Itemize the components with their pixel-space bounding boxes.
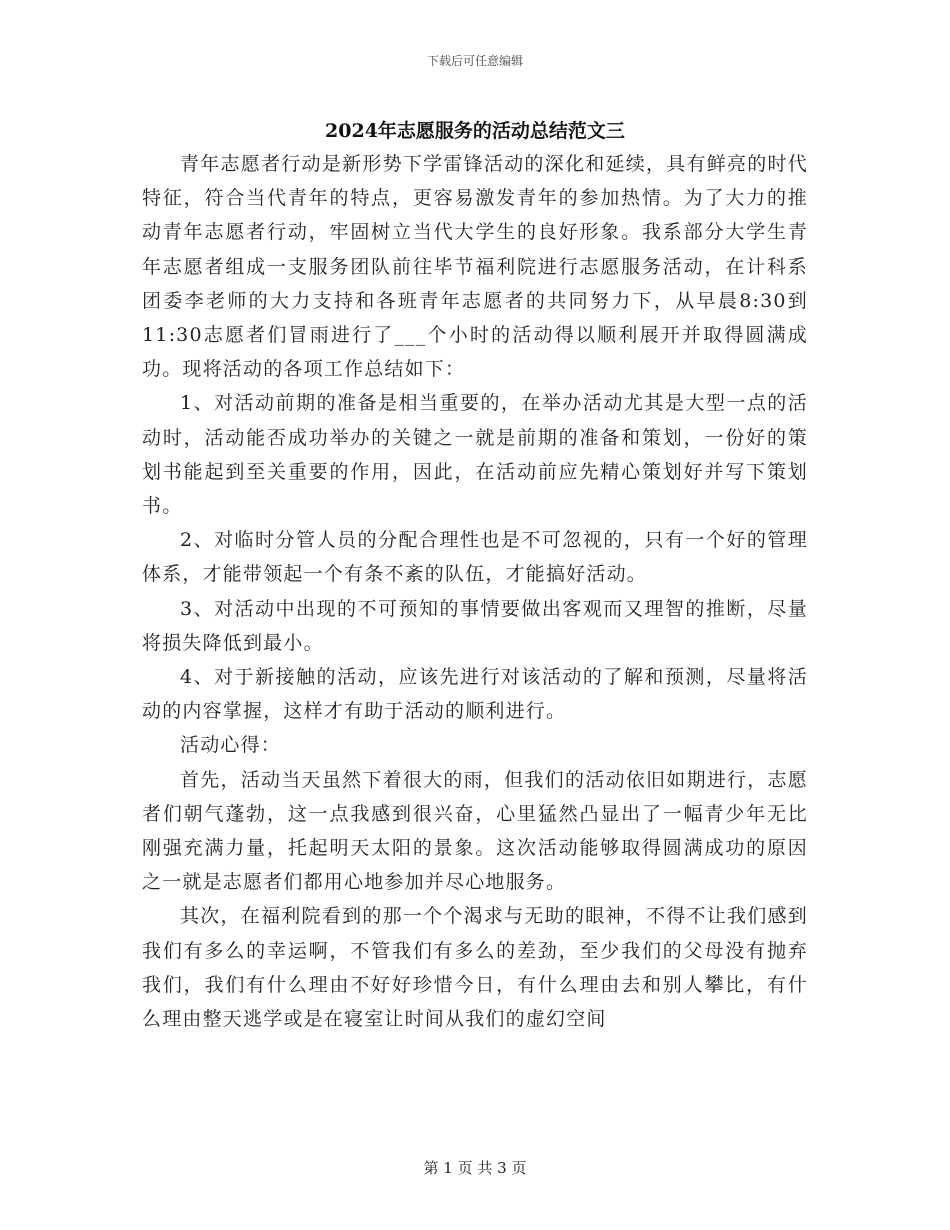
section-heading-insights: 活动心得： <box>180 734 282 757</box>
paragraph-item-1: 1、对活动前期的准备是相当重要的，在举办活动尤其是大型一点的活动时，活动能否成功举办的关键之一就是前期的准备和策划，一份好的策划书能起到至关重要的作用，因此，在活动前应先精心策划好并写下策划书。 <box>142 392 808 518</box>
paragraph-intro: 青年志愿者行动是新形势下学雷锋活动的深化和延续，具有鲜亮的时代特征，符合当代青年的特点，更容易激发青年的参加热情。为了大力的推动青年志愿者行动，牢固树立当代大学生的良好形象。我系部分大学生青年志愿者组成一支服务团队前往毕节福利院进行志愿服务活动，在计科系团委李老师的大力支持和各班青年志愿者的共同努力下，从早晨8:30到11:30志愿者们冒雨进行了___个小时的活动得以顺利展开并取得圆满成功。现将活动的各项工作总结如下： <box>142 153 808 381</box>
page-footer: 第 1 页 共 3 页 <box>423 1159 527 1177</box>
document-title: 2024年志愿服务的活动总结范文三 <box>325 120 625 142</box>
paragraph-item-3: 3、对活动中出现的不可预知的事情要做出客观而又理智的推断，尽量将损失降低到最小。 <box>142 597 808 654</box>
paragraph-first: 首先，活动当天虽然下着很大的雨，但我们的活动依旧如期进行，志愿者们朝气蓬勃，这一点我感到很兴奋，心里猛然凸显出了一幅青少年无比刚强充满力量，托起明天太阳的景象。这次活动能够取得圆满成功的原因之一就是志愿者们都用心地参加并尽心地服务。 <box>142 768 808 894</box>
paragraph-item-2: 2、对临时分管人员的分配合理性也是不可忽视的，只有一个好的管理体系，才能带领起一个有条不紊的队伍，才能搞好活动。 <box>142 529 808 586</box>
page-header: 下载后可任意编辑 <box>426 54 523 68</box>
document-body <box>142 147 808 1036</box>
paragraph-item-4: 4、对于新接触的活动，应该先进行对该活动的了解和预测，尽量将活动的内容掌握，这样才有助于活动的顺利进行。 <box>142 666 808 723</box>
paragraph-second: 其次，在福利院看到的那一个个渴求与无助的眼神，不得不让我们感到我们有多么的幸运啊，不管我们有多么的差劲，至少我们的父母没有抛弃我们，我们有什么理由不好好珍惜今日，有什么理由去和别人攀比，有什么理由整天逃学或是在寝室让时间从我们的虚幻空间 <box>142 905 808 1031</box>
